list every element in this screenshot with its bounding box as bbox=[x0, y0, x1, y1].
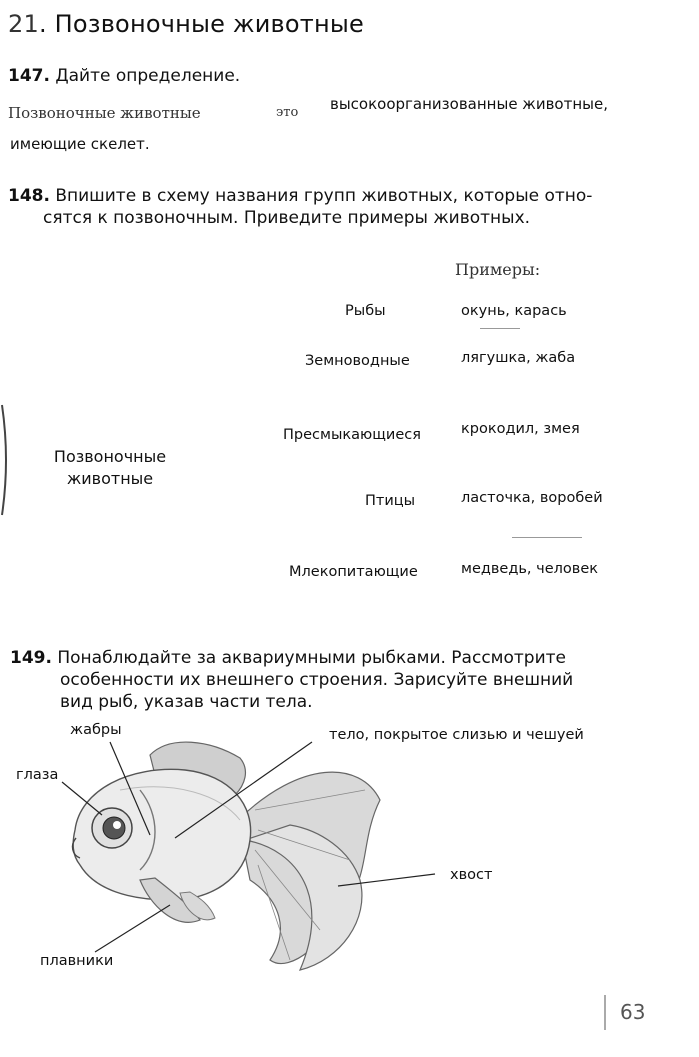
group-examples-mammals: медведь, человек bbox=[461, 561, 598, 577]
group-examples-fish: окунь, карась bbox=[461, 303, 567, 319]
task-148-prompt-line2: сятся к позвоночным. Приведите примеры животных. bbox=[43, 208, 531, 228]
label-body: тело, покрытое слизью и чешуей bbox=[329, 727, 584, 743]
group-name-fish: Рыбы bbox=[345, 303, 386, 319]
task-149-prompt-line2: особенности их внешнего строения. Зарисуйте внешний bbox=[60, 670, 574, 690]
section-title-text: Позвоночные животные bbox=[54, 10, 364, 38]
fish-tail bbox=[238, 772, 380, 970]
section-title: 21. Позвоночные животные bbox=[8, 10, 364, 38]
task-149-prompt-line1: Понаблюдайте за аквариумными рыбками. Рассмотрите bbox=[57, 648, 566, 668]
group-name-mammals: Млекопитающие bbox=[289, 564, 418, 580]
section-number: 21 bbox=[8, 10, 39, 38]
group-examples-reptiles: крокодил, змея bbox=[461, 421, 580, 437]
examples-header: Примеры: bbox=[455, 260, 541, 279]
page-number: 63 bbox=[620, 1000, 646, 1024]
group-name-birds: Птицы bbox=[365, 493, 416, 509]
label-fins: плавники bbox=[40, 953, 114, 969]
scheme-root-line1: Позвоночные bbox=[53, 447, 167, 466]
page-edge-mark bbox=[2, 405, 6, 515]
task-147-prompt: Дайте определение. bbox=[55, 66, 241, 86]
task-147-number: 147. bbox=[8, 66, 50, 86]
group-name-reptiles: Пресмыкающиеся bbox=[283, 427, 421, 443]
scheme-root-line2: животные bbox=[66, 469, 154, 488]
task-147-answer-line1: высокоорганизованные животные, bbox=[330, 95, 608, 113]
task-148-number: 148. bbox=[8, 186, 50, 206]
task-149-number: 149. bbox=[10, 648, 52, 668]
goldfish-illustration bbox=[73, 742, 380, 970]
label-tail: хвост bbox=[450, 867, 493, 883]
label-eyes: глаза bbox=[16, 767, 59, 783]
task-149-prompt-line3: вид рыб, указав части тела. bbox=[60, 692, 313, 712]
task-147-dash-word: это bbox=[276, 105, 299, 120]
fish-eye bbox=[92, 808, 132, 848]
task-147-term: Позвоночные животные bbox=[8, 104, 201, 122]
label-gills: жабры bbox=[70, 722, 122, 738]
group-name-amphibians: Земноводные bbox=[305, 353, 410, 369]
task-148-prompt-line1: Впишите в схему названия групп животных, которые отно- bbox=[55, 186, 593, 206]
group-examples-birds: ласточка, воробей bbox=[461, 490, 603, 506]
group-examples-amphibians: лягушка, жаба bbox=[461, 350, 576, 366]
leader-fins bbox=[95, 905, 170, 952]
task-147-answer-line2: имеющие скелет. bbox=[10, 135, 150, 153]
